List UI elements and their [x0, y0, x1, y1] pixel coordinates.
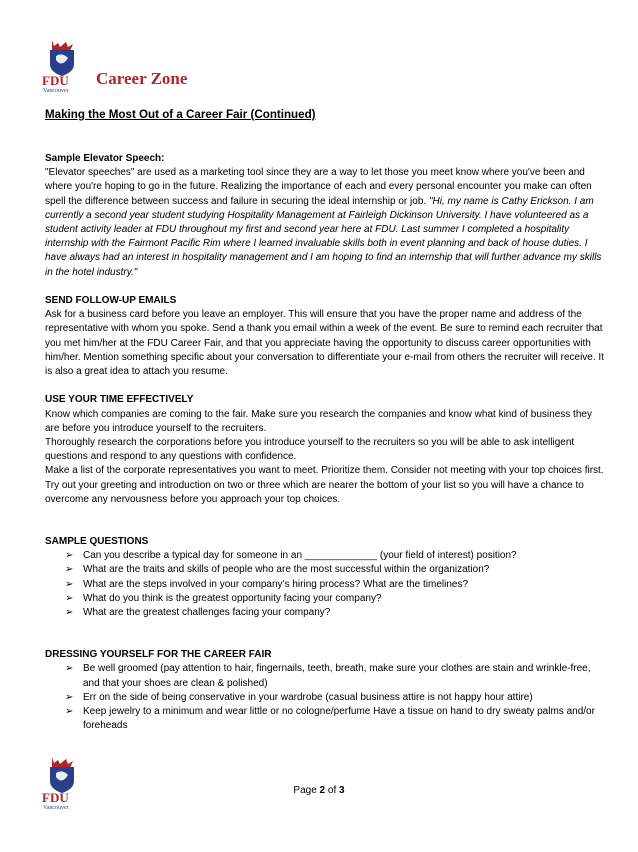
- elevator-heading: Sample Elevator Speech:: [45, 153, 165, 164]
- followup-heading: SEND FOLLOW-UP EMAILS: [45, 295, 177, 307]
- list-item: ➢ Can you describe a typical day for someone in an _____________ (your field of interest) position?: [65, 549, 605, 563]
- time-heading: USE YOUR TIME EFFECTIVELY: [45, 394, 194, 406]
- logo-text: FDU: [42, 73, 69, 88]
- list-item: ➢ What are the traits and skills of people who are the most successful within the organization?: [65, 563, 605, 577]
- page-total: 3: [339, 785, 345, 796]
- document-body: [45, 152, 605, 733]
- arrow-bullet-icon: ➢: [65, 592, 74, 604]
- dressing-heading: DRESSING YOURSELF FOR THE CAREER FAIR: [45, 649, 272, 661]
- questions-list: [45, 549, 605, 620]
- arrow-bullet-icon: ➢: [65, 564, 74, 576]
- list-item: ➢ What do you think is the greatest opportunity facing your company?: [65, 592, 605, 606]
- fdu-crest-icon: [40, 38, 90, 93]
- page-current: 2: [319, 785, 326, 796]
- dressing-list: [45, 662, 605, 733]
- list-item: ➢ What are the steps involved in your company’s hiring process? What are the timelines?: [65, 578, 605, 592]
- page-title: Making the Most Out of a Career Fair (Continued): [45, 108, 316, 121]
- footer-logo-subtext: Vancouver: [43, 805, 69, 810]
- logo-subtext: Vancouver: [43, 88, 69, 93]
- arrow-bullet-icon: ➢: [65, 706, 74, 718]
- footer-logo-text: FDU: [42, 790, 69, 805]
- time-paragraph-3: Make a list of the corporate representatives you want to meet. Prioritize them. Consider not meeting with your top choices first. Try out your greeting and introduction on two or three which are nearer the bottom of your list so you will have a chance to overcome any nervousness before you approach your top choices.: [45, 465, 604, 505]
- list-item: ➢ What are the greatest challenges facing your company?: [65, 606, 605, 620]
- arrow-bullet-icon: ➢: [65, 691, 74, 703]
- page-number: Page 2 of 3: [293, 785, 345, 796]
- time-paragraph-1: Know which companies are coming to the fair. Make sure you research the companies and know what kind of business they are before you introduce yourself to the recruiters.: [45, 408, 592, 434]
- arrow-bullet-icon: ➢: [65, 550, 74, 562]
- fdu-logo: [40, 38, 90, 93]
- brand-title: Career Zone: [96, 69, 188, 88]
- arrow-bullet-icon: ➢: [65, 578, 74, 590]
- questions-heading: SAMPLE QUESTIONS: [45, 536, 149, 548]
- list-item: ➢ Be well groomed (pay attention to hair, fingernails, teeth, breath, make sure your clothes are stain and wrinkle-free, and that your shoes are clean & polished): [65, 663, 591, 689]
- list-item: ➢ Keep jewelry to a minimum and wear little or no cologne/perfume Have a tissue on hand to dry sweaty palms and/or foreheads: [65, 706, 595, 732]
- followup-text: Ask for a business card before you leave an employer. This will ensure that you have the proper name and address of the representative with whom you spoke. Send a thank you email within a week of the event. Be sure to remind each recruiter that you met him/her at the FDU Career Fair, and that you appreciate having the opportunity to discuss career opportunities with him/her. Mention something specific about your conversation to differentiate your e-mail from others the recruiter will receive. It is also a great idea to attach you resume.: [45, 309, 604, 378]
- elevator-quote: "Hi, my name is Cathy Erickson. I am currently a second year student studying Hospitality Management at Fairleigh Dickinson University. I have volunteered as a student activity leader at FDU throughout my first and second year here at FDU. Last summer I completed a hospitality internship with the Fairmont Pacific Rim where I learned invaluable skills both in event planning and back of house duties. I have always had an interest in hospitality management and I am hoping to find an internship that will further advance my skills in the hotel industry.": [45, 195, 602, 278]
- elevator-paragraph: [45, 166, 605, 280]
- elevator-text: "Elevator speeches" are used as a marketing tool since they are a way to let those you meet know where you've been and where you're hoping to go in the future. Realizing the importance of each and every personal encounter you make can often spell the difference between success and failure in securing the ideal internship or job.: [45, 167, 592, 207]
- time-paragraph-2: Thoroughly research the corporations before you introduce yourself to the recruiters so you will be able to ask intelligent questions and respond to any questions with confidence.: [45, 437, 575, 463]
- footer-fdu-logo: [40, 755, 90, 810]
- arrow-bullet-icon: ➢: [65, 663, 74, 675]
- arrow-bullet-icon: ➢: [65, 607, 74, 619]
- fdu-crest-icon: [40, 755, 90, 810]
- list-item: ➢ Err on the side of being conservative in your wardrobe (casual business attire is not happy hour attire): [65, 691, 605, 705]
